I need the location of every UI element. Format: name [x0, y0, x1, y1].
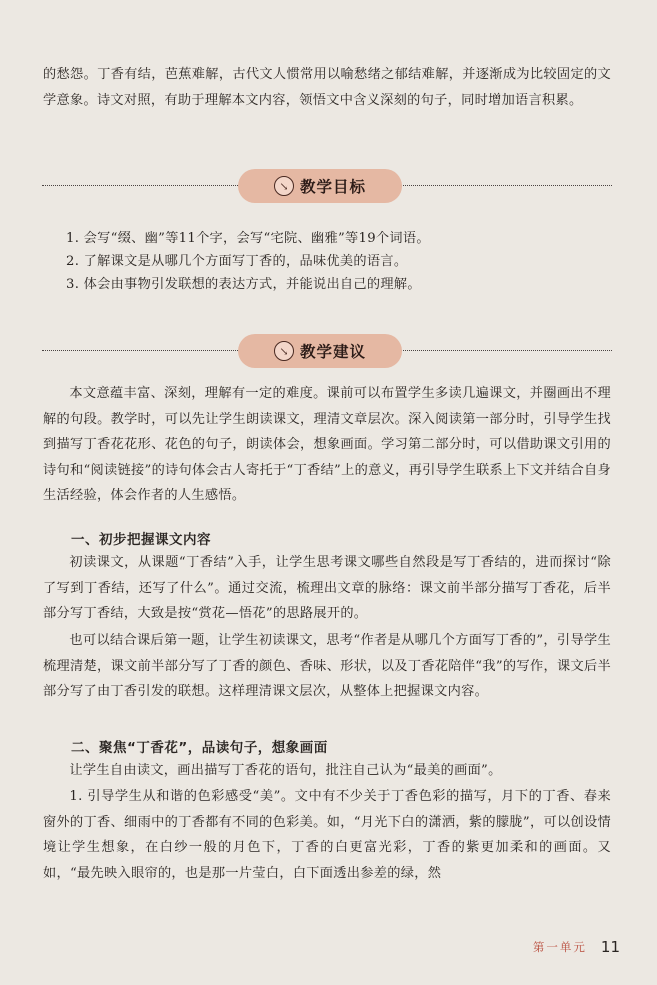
- unit-label: 第一单元: [532, 940, 587, 954]
- subheading-part-two: 二、聚焦“丁香花”，品读句子，想象画面: [71, 740, 328, 756]
- section-header-goals: [0, 166, 657, 206]
- page-footer: [520, 935, 620, 959]
- section-title: 教学建议: [299, 343, 366, 361]
- intro-paragraph: 的愁怨。丁香有结，芭蕉难解，古代文人惯常用以喻愁绪之郁结难解，并逐渐成为比较固定的文学意象。诗文对照，有助于理解本文内容，领悟文中含义深刻的句子，同时增加语言积累。: [43, 67, 611, 108]
- part-one-paragraph: 也可以结合课后第一题，让学生初读课文，思考“作者是从哪几个方面写丁香的”，引导学生梳理清楚，课文前半部分写了丁香的颜色、香味、形状，以及丁香花陪伴“我”的写作，课文后半部分写了由丁香引发的联想。这样理清课文层次，从整体上把握课文内容。: [43, 633, 611, 700]
- section-pill: [238, 334, 402, 368]
- part-two-lead: 让学生自由读文，画出描写丁香花的语句，批注自己认为“最美的画面”。: [69, 763, 502, 778]
- goal-item: 1. 会写“缀、幽”等11个字，会写“宅院、幽雅”等19个词语。: [66, 231, 430, 246]
- goal-item: 3. 体会由事物引发联想的表达方式，并能说出自己的理解。: [66, 277, 421, 292]
- page-number: 11: [600, 938, 620, 956]
- part-two-point-one: 1. 引导学生从和谐的色彩感受“美”。文中有不少关于丁香色彩的描写，月下的丁香、春来窗外的丁香、细雨中的丁香都有不同的色彩美。如，“月光下白的潇洒，紫的朦胧”，可以创设情境让学生想象，在白纱一般的月色下，丁香的白更富光彩，丁香的紫更加柔和的画面。又如，“最先映入眼帘的，也是那一片莹白，白下面透出参差的绿，然: [43, 789, 611, 881]
- goal-item: 2. 了解课文是从哪几个方面写丁香的，品味优美的语言。: [66, 254, 408, 269]
- part-one-paragraph: 初读课文，从课题“丁香结”入手，让学生思考课文哪些自然段是写丁香结的，进而探讨“除了写到丁香结，还写了什么”。通过交流，梳理出文章的脉络：课文前半部分描写丁香花，后半部分写丁香结，大致是按“赏花—悟花”的思路展开的。: [43, 555, 611, 622]
- section-title: 教学目标: [299, 178, 366, 196]
- subheading-part-one: 一、初步把握课文内容: [71, 532, 211, 548]
- arrow-down-right-circle-icon: ↘: [274, 341, 294, 361]
- overview-paragraph: 本文意蕴丰富、深刻，理解有一定的难度。课前可以布置学生多读几遍课文，并圈画出不理解的句段。教学时，可以先让学生朗读课文，理清文章层次。深入阅读第一部分时，引导学生找到描写丁香花花形、花色的句子，朗读体会，想象画面。学习第二部分时，可以借助课文引用的诗句和“阅读链接”的诗句体会古人寄托于“丁香结”上的意义，再引导学生联系上下文并结合自身生活经验，体会作者的人生感悟。: [43, 386, 611, 504]
- arrow-down-right-circle-icon: ↘: [274, 176, 294, 196]
- section-header-suggestions: [0, 331, 657, 371]
- section-pill: [238, 169, 402, 203]
